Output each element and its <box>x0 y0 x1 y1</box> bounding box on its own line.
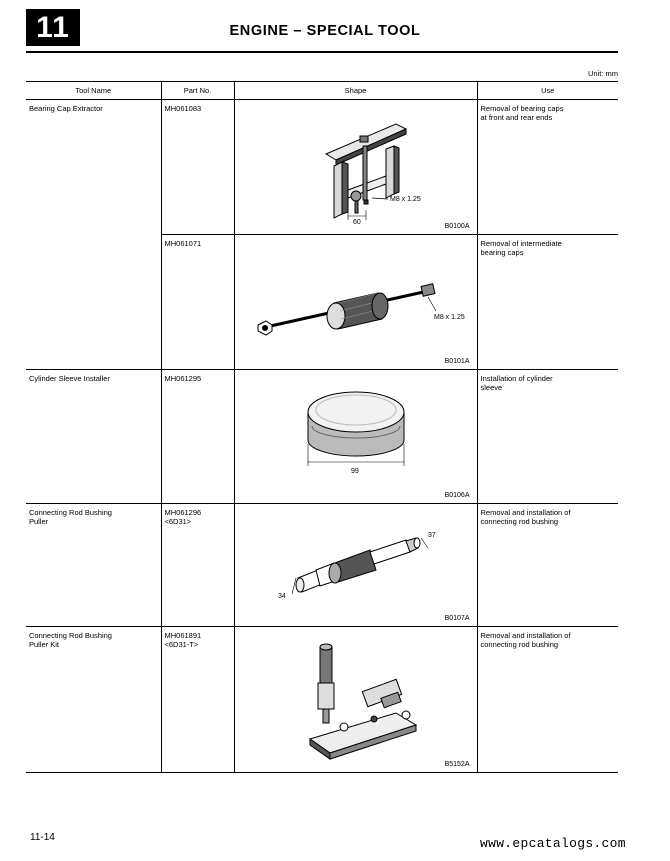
section-number-badge: 11 <box>26 9 80 46</box>
use-cell: Removal and installation of connecting rod bushing <box>477 504 618 627</box>
dimension-label: 60 <box>352 219 361 226</box>
part-no-cell: MH061083 <box>161 100 234 235</box>
figure-code: B0101A <box>444 358 470 365</box>
tool-name-cell: Connecting Rod Bushing Puller <box>26 504 161 627</box>
tool-name-cell <box>26 235 161 370</box>
dimension-label: M8 x 1.25 <box>389 196 421 203</box>
figure-code: B0106A <box>444 492 470 499</box>
column-header-part-no: Part No. <box>161 82 234 100</box>
tool-name-cell: Bearing Cap Extractor <box>29 104 103 113</box>
table-row <box>26 100 618 235</box>
part-no-cell: MH061295 <box>161 370 234 504</box>
page-title: ENGINE – SPECIAL TOOL <box>229 23 421 39</box>
shape-cell <box>234 100 477 235</box>
table-header-row <box>26 82 618 100</box>
part-no-cell: MH061296 <6D31> <box>161 504 234 627</box>
shape-cell <box>234 370 477 504</box>
table-row <box>26 370 618 504</box>
table-row <box>26 235 618 370</box>
puller-kit-illustration <box>256 631 456 761</box>
use-cell: Removal and installation of connecting rod bushing <box>477 627 618 773</box>
figure-code: B5152A <box>444 761 470 768</box>
shape-cell <box>234 235 477 370</box>
tool-name-cell: Cylinder Sleeve Installer <box>26 370 161 504</box>
connecting-rod-bushing-puller-illustration <box>256 508 456 608</box>
part-no-cell: MH061071 <box>161 235 234 370</box>
column-header-tool-name: Tool Name <box>26 82 161 100</box>
part-no-cell: MH061891 <6D31-T> <box>161 627 234 773</box>
column-header-shape: Shape <box>234 82 477 100</box>
page-number: 11-14 <box>30 832 55 843</box>
dimension-label: M8 x 1.25 <box>433 314 465 321</box>
figure-code: B0100A <box>444 223 470 230</box>
watermark: www.epcatalogs.com <box>480 836 626 851</box>
special-tool-table <box>26 81 618 773</box>
unit-label: Unit: mm <box>588 69 618 78</box>
dimension-label: 37 <box>427 532 436 539</box>
use-cell: Installation of cylinder sleeve <box>477 370 618 504</box>
table-row <box>26 627 618 773</box>
bearing-cap-extractor-illustration <box>256 104 456 226</box>
slide-hammer-illustration <box>246 245 466 355</box>
tool-name-cell: Connecting Rod Bushing Puller Kit <box>26 627 161 773</box>
dimension-label: 99 <box>350 468 359 475</box>
figure-code: B0107A <box>444 615 470 622</box>
use-cell: Removal of intermediate bearing caps <box>477 235 618 370</box>
column-header-use: Use <box>477 82 618 100</box>
use-cell: Removal of bearing caps at front and rear ends <box>477 100 618 235</box>
dimension-label: 34 <box>277 593 286 600</box>
shape-cell <box>234 627 477 773</box>
header-rule <box>26 51 618 53</box>
table-row <box>26 504 618 627</box>
cylinder-sleeve-installer-illustration <box>256 374 456 484</box>
shape-cell <box>234 504 477 627</box>
